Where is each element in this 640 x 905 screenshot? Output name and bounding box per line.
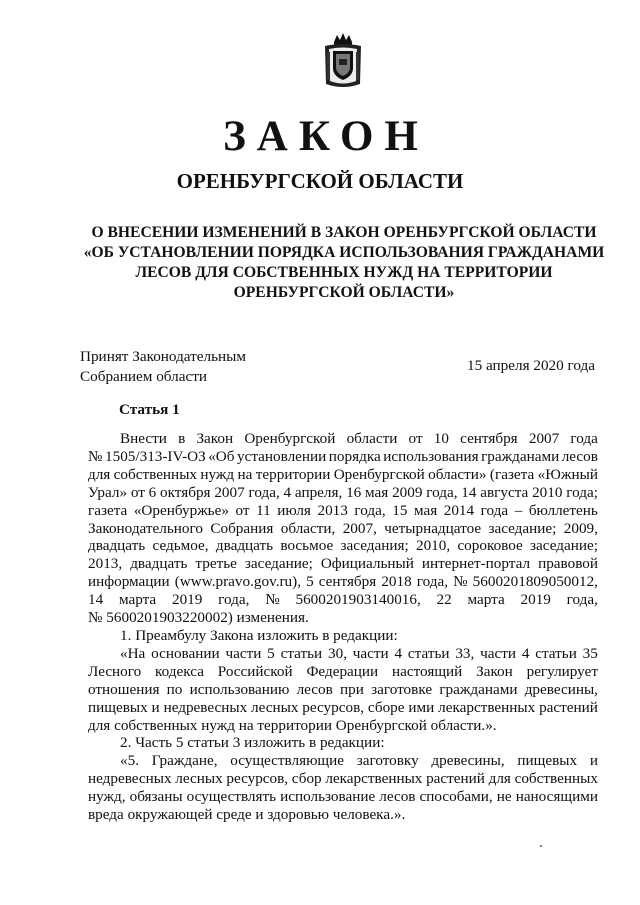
body-line: для собственных нужд на территории Оренбургской области.». [88,716,497,734]
adoption-date: 15 апреля 2020 года [467,357,595,374]
region-subtitle: ОРЕНБУРГСКОЙ ОБЛАСТИ [176,169,464,193]
body-line: пищевых и недревесных лесных ресурсов, сборе ими лекарственных растений [88,698,598,716]
coat-of-arms-icon [322,32,364,92]
body-line: нужд, обязаны осуществлять использование лесов способами, не наносящими [88,788,598,806]
body-line: отношения по использованию лесов при заготовке гражданами древесины, [88,680,598,698]
body-line: недревесных лесных ресурсов, сбор лекарственных растений для собственных [88,770,598,788]
body-line: 1. Преамбулу Закона изложить в редакции: [120,626,398,644]
body-line: двадцать седьмое, двадцать восьмое заседания; 2010, сороковое заседание; [88,537,598,555]
article-heading: Статья 1 [119,401,180,418]
body-line: для собственных нужд на территории Оренбургской области» (газета «Южный [88,465,598,483]
body-line: Урал» от 6 октября 2007 года, 4 апреля, 16 мая 2009 года, 14 августа 2010 года; [88,483,598,501]
body-line: № 1505/313-IV-ОЗ «Об установлении порядка использования гражданами лесов [88,447,598,465]
body-line: газета «Оренбуржье» от 11 июля 2013 года, 15 мая 2014 года – бюллетень [88,501,598,519]
law-heading [80,223,608,303]
body-line: Внести в Закон Оренбургской области от 10 сентября 2007 года [120,430,598,447]
article-body [88,430,598,824]
heading-line: О ВНЕСЕНИИ ИЗМЕНЕНИЙ В ЗАКОН ОРЕНБУРГСКОЙ ОБЛАСТИ [91,224,597,241]
body-line: «На основании части 5 статьи 30, части 4 статьи 33, части 4 статьи 35 [120,644,598,662]
heading-line: ЛЕСОВ ДЛЯ СОБСТВЕННЫХ НУЖД НА ТЕРРИТОРИИ [135,264,553,281]
adoption-note [80,347,246,387]
adoption-line: Собранием области [80,368,207,385]
body-line: № 5600201903220002) изменения. [88,609,309,627]
body-line: 14 марта 2019 года, № 5600201903140016, 22 марта 2019 года, [88,591,598,609]
body-line: Лесного кодекса Российской Федерации настоящий Закон регулирует [88,662,598,680]
heading-line: «ОБ УСТАНОВЛЕНИИ ПОРЯДКА ИСПОЛЬЗОВАНИЯ ГРАЖДАНАМИ [83,244,605,261]
body-line: информации (www.pravo.gov.ru), 5 сентября 2018 года, № 5600201809050012, [88,573,598,591]
body-line: вреда окружающей среде и здоровью человека.». [88,806,406,824]
scan-speck [540,845,542,847]
body-line: 2. Часть 5 статьи 3 изложить в редакции: [120,734,385,752]
document-title: ЗАКОН [223,113,429,160]
body-line: 2013, двадцать третье заседание; Официальный интернет-портал правовой [88,555,598,573]
adoption-line: Принят Законодательным [80,348,246,365]
body-line: Законодательного Собрания области, 2007, четырнадцатое заседание; 2009, [88,519,598,537]
body-line: «5. Граждане, осуществляющие заготовку древесины, пищевых и [120,752,598,770]
heading-line: ОРЕНБУРГСКОЙ ОБЛАСТИ» [233,284,455,301]
